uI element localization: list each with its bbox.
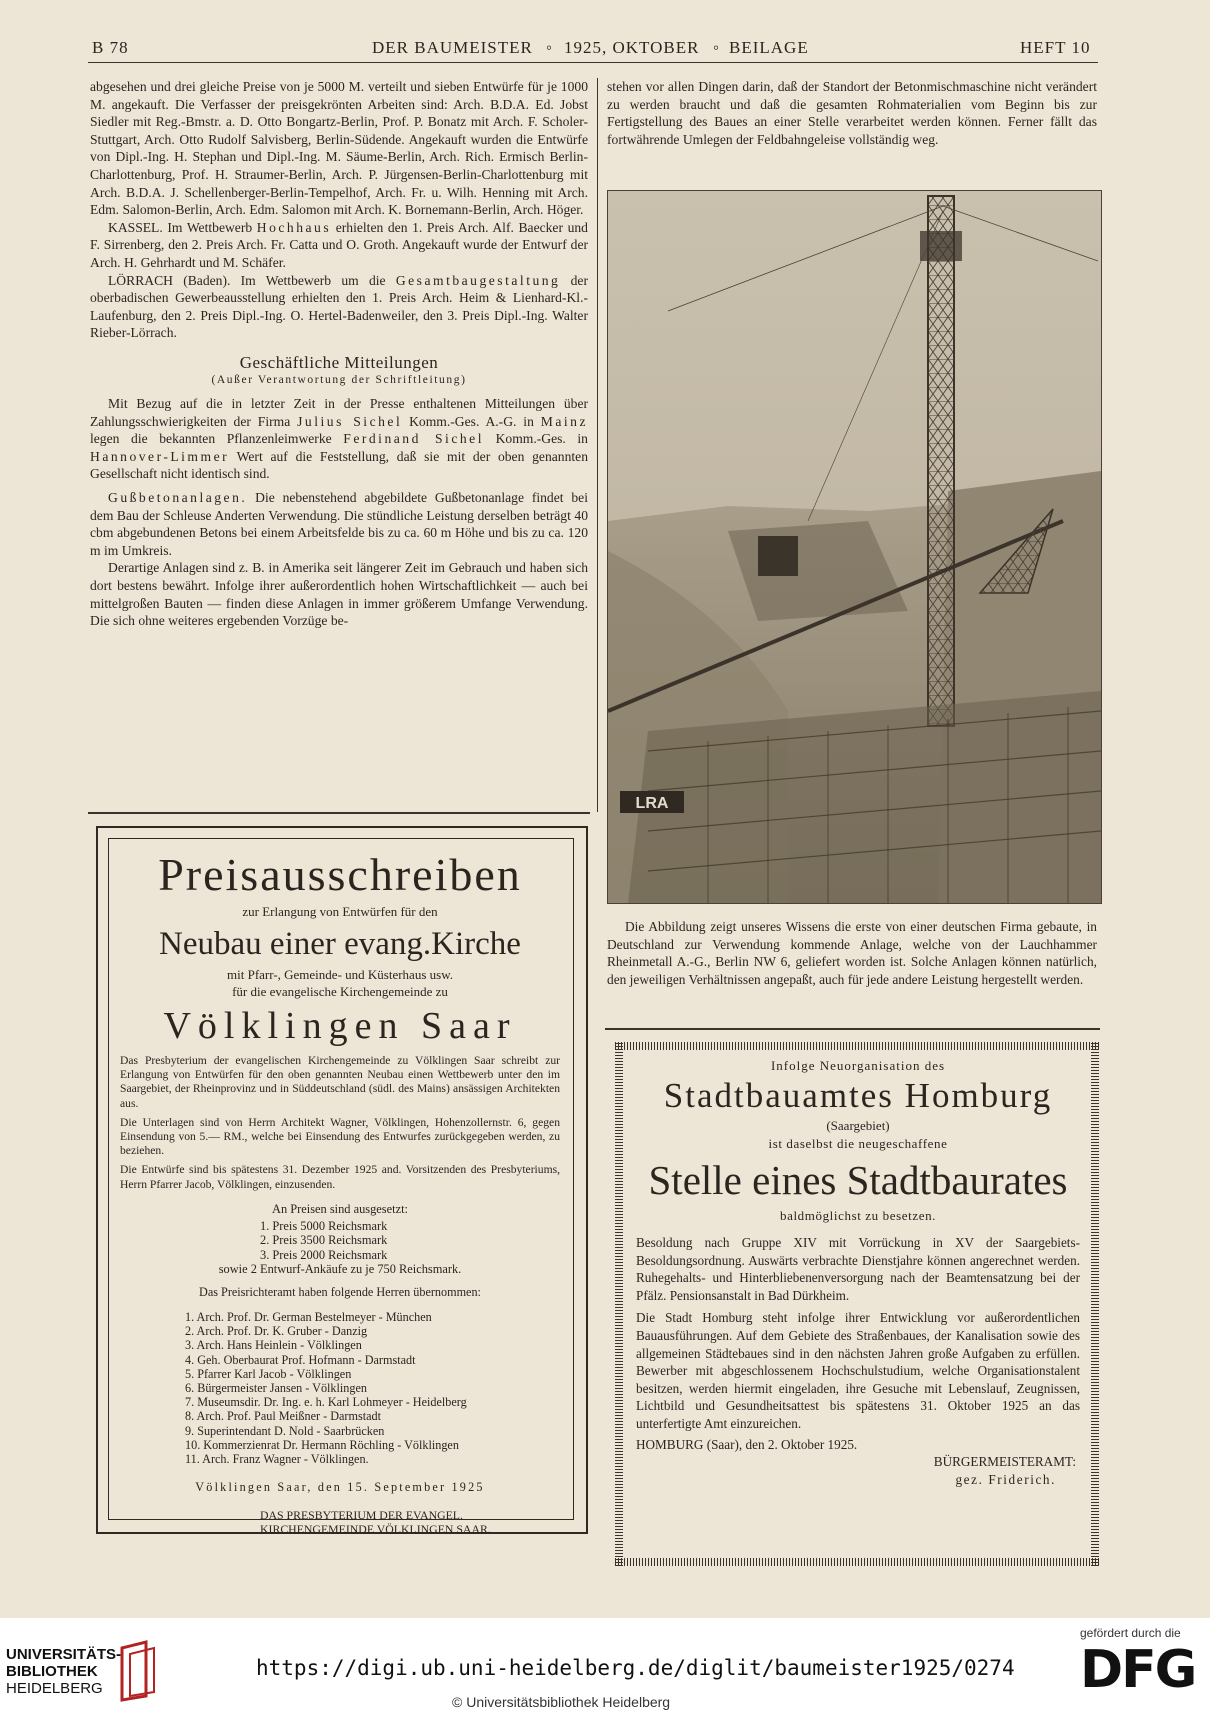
- paragraph: abgesehen und drei gleiche Preise von je 5000 M. verteilt und sieben Entwürfe für je 1000 M. angekauft. Die Verfasser der preisgekrönten Arbeiten sind: Arch. B.D.A. Ed. Jobst Siedler mit Reg.-Bmstr. a. D. Otto Bongartz-Berlin, Prof. P. Bonatz mit Arch. F. Scholer-Stuttgart, Arch. Otto Rudolf Salvisberg, Berlin-Südende. Angekauft wurden die Entwürfe von Dipl.-Ing. H. Stephan und Dipl.-Ing. M. Säume-Berlin, Arch. Rich. Ermisch Berlin-Charlottenburg, Prof. H. Straumer-Berlin, Arch. P. Jürgensen-Berlin-Charlottenburg mit Arch. B.D.A. J. Schellenberger-Berlin-Tempelhof, Arch. Fr. u. Wilh. Henning mit Arch. Edm. Salomon-Berlin, Arch. Edm. Salomon mit Arch. K. Bornemann-Berlin, Arch. Höger.: [90, 79, 588, 218]
- paragraph: Derartige Anlagen sind z. B. in Amerika seit längerer Zeit im Gebrauch und haben sich dort bestens bewährt. Infolge ihrer außerordentlich hohen Wirtschaftlichkeit — auch bei mittelgroßen Bauten — finden diese Anlagen in immer größerem Umfange Verwendung. Die sich ohne weiteres ergebenden Vorzüge be-: [90, 560, 588, 629]
- ad-border-right: [1091, 1042, 1099, 1566]
- left-column: [90, 78, 588, 630]
- ad-subtitle: Neubau einer evang.Kirche: [159, 926, 521, 962]
- issue-number: HEFT 10: [1020, 38, 1091, 57]
- emphasis: Ferdinand Sichel: [343, 431, 484, 447]
- prizes-list: [260, 1219, 570, 1263]
- column-divider: [597, 78, 598, 812]
- jury-member: 9. Superintendant D. Nold - Saarbrücken: [185, 1423, 385, 1438]
- jury-member: 11. Arch. Franz Wagner - Völklingen.: [185, 1452, 369, 1467]
- paragraph: [90, 272, 588, 342]
- library-logo-icon: [112, 1640, 162, 1702]
- paragraph: [90, 395, 588, 483]
- job-ad: [628, 1058, 1088, 1489]
- construction-photo: [607, 190, 1102, 904]
- ad-title: Preisausschreiben: [158, 849, 522, 900]
- signature-line: gez. Friderich.: [955, 1471, 1056, 1487]
- paragraph: stehen vor allen Dingen darin, daß der Standort der Betonmischmaschine nicht verändert zu werden braucht und daß die gesamten Rohmaterialien vom Beginn bis zur Fertigstellung des Baues an einer Stelle verarbeitet werden können. Ferner fällt das fortwährende Umlegen der Feldbahngeleise vollständig weg.: [607, 79, 1097, 147]
- permalink-url[interactable]: https://digi.ub.uni-heidelberg.de/diglit/baumeister1925/0274: [256, 1656, 1015, 1680]
- copyright-notice: © Universitätsbibliothek Heidelberg: [452, 1694, 671, 1710]
- paragraph: [90, 219, 588, 272]
- ad-line: baldmöglichst zu besetzen.: [779, 1208, 937, 1223]
- funding-label: gefördert durch die: [1080, 1626, 1181, 1640]
- text-run: Komm.-Ges. in: [483, 431, 588, 447]
- paragraph: [90, 489, 588, 559]
- lra-logo: LRA: [635, 795, 669, 812]
- ad-paragraph: Die Entwürfe sind bis spätestens 31. Dezember 1925 and. Vorsitzenden des Presbyteriums, Herrn Pfarrer Jacob, Völklingen, einzusenden.: [120, 1163, 560, 1191]
- emphasis: Gußbetonanlagen.: [108, 490, 248, 506]
- photo-caption-block: [607, 918, 1097, 988]
- emphasis: Gesamtbaugestaltung: [395, 272, 561, 288]
- emphasis: Mainz: [540, 413, 588, 429]
- ad-signature: [628, 1453, 1076, 1489]
- text-run: Wert auf die Feststellung, daß sie mit der oben genannten Gesellschaft nicht identisch sind.: [90, 448, 588, 482]
- running-header: [88, 38, 1098, 63]
- signature-line: DAS PRESBYTERIUM DER EVANGEL.: [260, 1508, 463, 1522]
- section-heading: Geschäftliche Mitteilungen: [239, 352, 439, 372]
- sluice-opening: [758, 536, 798, 576]
- ad-border-top: [615, 1042, 1099, 1050]
- ad-body: [120, 1054, 560, 1192]
- city-lead: KASSEL.: [108, 219, 163, 235]
- library-line: UNIVERSITÄTS-: [6, 1646, 122, 1663]
- ad-signature: [260, 1508, 580, 1536]
- ad-dateline: Völklingen Saar, den 15. September 1925: [195, 1480, 485, 1494]
- text-run: erhielten den 1. Preis Arch. Alf. Baecker und F. Sirrenberg, den 2. Preis Arch. Fr. Catta und O. Groth. Angekauft wurde der Entwurf der Arch. H. Gehrhardt und M. Schäfer.: [90, 219, 588, 270]
- prize-item: 3. Preis 2000 Reichsmark: [260, 1247, 388, 1262]
- tower-lattice: [928, 196, 954, 726]
- page-number: B 78: [92, 38, 129, 57]
- ad-title: Stadtbauamtes Homburg: [663, 1076, 1053, 1115]
- emphasis: Julius Sichel: [297, 413, 403, 429]
- jury-member: 5. Pfarrer Karl Jacob - Völklingen: [185, 1366, 352, 1381]
- signature-line: BÜRGERMEISTERAMT:: [933, 1453, 1076, 1469]
- ad-body: [636, 1234, 1080, 1433]
- prize-item: 2. Preis 3500 Reichsmark: [260, 1233, 388, 1248]
- ad-line: Infolge Neuorganisation des: [770, 1058, 946, 1073]
- signature-line: KIRCHENGEMEINDE VÖLKLINGEN SAAR.: [260, 1522, 491, 1536]
- text-run: Die nebenstehend abgebildete Gußbetonanlage findet bei dem Bau der Schleuse Anderten Verwendung. Die stündliche Leistung derselben beträgt 40 cbm abgebundenen Betons bei einem Arbeitsfelde bis zu ca. 60 m Höhe und bis zu ca. 120 m im Umkreis.: [90, 490, 588, 558]
- jury-member: 8. Arch. Prof. Paul Meißner - Darmstadt: [185, 1409, 381, 1424]
- column-end-rule: [88, 812, 590, 814]
- column-end-rule: [605, 1028, 1100, 1030]
- text-run: Im Wettbewerb um die: [230, 272, 396, 288]
- ad-paragraph: Besoldung nach Gruppe XIV mit Vorrückung in XV der Saargebiets-Besoldungsordnung. Auswärts verbrachte Dienstjahre können angerechnet werden. Ruhegehalts- und Hinterbliebenenversorgung nach der Beamtensatzung bei der Pfälz. Pensionsanstalt in Bad Dürkheim.: [636, 1235, 1080, 1303]
- jury-member: 7. Museumsdir. Dr. Ing. e. h. Karl Lohmeyer - Heidelberg: [185, 1395, 467, 1410]
- section-label: BEILAGE: [729, 38, 809, 57]
- library-name: [6, 1646, 121, 1697]
- prizes-tail: sowie 2 Entwurf-Ankäufe zu je 750 Reichsmark.: [218, 1262, 462, 1277]
- library-line: BIBLIOTHEK: [6, 1663, 98, 1680]
- jury-member: 6. Bürgermeister Jansen - Völklingen: [185, 1381, 367, 1396]
- text-run: der oberbadischen Gewerbeausstellung erhielten den 1. Preis Arch. Heim & Lienhard-Kl.-Laufenburg, den 2. Preis Dipl.-Ing. O. Hertel-Badenweiler, den 3. Preis Dipl.-Ing. Walter Rieber-Lörrach.: [90, 272, 588, 341]
- ad-subtitle: Stelle eines Stadtbaurates: [648, 1157, 1068, 1203]
- photo-caption: Die Abbildung zeigt unseres Wissens die erste von einer deutschen Firma gebaute, in Deutschland zur Verwendung kommende Anlage, welche von der Lauchhammer Rheinmetall A.-G., Berlin NW 6, geliefert worden ist. Solche Anlagen können natürlich, den jeweiligen Verhältnissen angepaßt, auch für jede andere Leistung hergestellt werden.: [607, 919, 1097, 987]
- section-subheading: (Außer Verantwortung der Schriftleitung): [211, 373, 467, 386]
- text-run: Im Wettbewerb: [162, 219, 257, 235]
- ad-dateline: HOMBURG (Saar), den 2. Oktober 1925.: [636, 1436, 858, 1452]
- ad-border-left: [615, 1042, 623, 1566]
- text-run: Komm.-Ges. A.-G. in: [402, 413, 541, 429]
- jury-list: [185, 1310, 467, 1466]
- jury-heading: Das Preisrichteramt haben folgende Herren übernommen:: [199, 1285, 481, 1300]
- ad-place: Völklingen Saar: [163, 1005, 517, 1047]
- prize-item: 1. Preis 5000 Reichsmark: [260, 1218, 388, 1233]
- right-column: [607, 78, 1097, 148]
- jury-member: 4. Geh. Oberbaurat Prof. Hofmann - Darmstadt: [185, 1352, 416, 1367]
- library-line: HEIDELBERG: [6, 1680, 103, 1697]
- jury-member: 3. Arch. Hans Heinlein - Völklingen: [185, 1338, 362, 1353]
- emphasis: Hannover-Limmer: [90, 448, 230, 464]
- ad-border-bottom: [615, 1558, 1099, 1566]
- competition-ad: [110, 848, 570, 1300]
- ad-line: mit Pfarr-, Gemeinde- und Küsterhaus usw.: [227, 967, 453, 982]
- jury-member: 2. Arch. Prof. Dr. K. Gruber - Danzig: [185, 1324, 368, 1339]
- library-footer: [0, 1618, 1210, 1722]
- issue-date: 1925, OKTOBER: [564, 38, 700, 57]
- ad-line: für die evangelische Kirchengemeinde zu: [232, 984, 448, 999]
- prizes-heading: An Preisen sind ausgesetzt:: [272, 1201, 408, 1216]
- ad-line: ist daselbst die neugeschaffene: [768, 1136, 948, 1151]
- concrete-plant-image: [608, 191, 1101, 903]
- ad-line: (Saargebiet): [826, 1118, 890, 1133]
- ad-paragraph: Das Presbyterium der evangelischen Kirchengemeinde zu Völklingen Saar schreibt zur Erlangung von Entwürfen für den oben genannten Neubau einen Wettbewerb unter den im Saargebiet, der Rheinprovinz und in Süddeutschland (südl. des Mains) ansässigen Architekten aus.: [120, 1054, 560, 1110]
- ad-line: zur Erlangung von Entwürfen für den: [242, 904, 438, 919]
- ad-paragraph: Die Unterlagen sind von Herrn Architekt Wagner, Völklingen, Hohenzollernstr. 6, gegen Einsendung von 5.— RM., welche bei Einsendung des Entwurfes zurückgegeben werden, zu beziehen.: [120, 1115, 560, 1158]
- text-run: legen die bekannten Pflanzenleimwerke: [90, 431, 344, 447]
- journal-title: DER BAUMEISTER: [372, 38, 533, 57]
- jury-member: 10. Kommerzienrat Dr. Hermann Röchling - Völklingen: [185, 1437, 459, 1452]
- emphasis: Hochhaus: [256, 219, 332, 235]
- header-separator: ◦: [546, 38, 554, 57]
- city-lead: LÖRRACH (Baden).: [108, 272, 231, 288]
- text-run: Mit Bezug auf die in letzter Zeit in der Presse enthaltenen Mitteilungen über Zahlungsschwierigkeiten der Firma: [90, 396, 588, 429]
- jury-member: 1. Arch. Prof. Dr. German Bestelmeyer - München: [185, 1310, 432, 1324]
- ad-paragraph: Die Stadt Homburg steht infolge ihrer Entwicklung vor außerordentlichen Bauausführungen. Auf dem Gebiete des Straßenbaues, der Kanalisation sowie des allgemeinen Städtebaues sind in den nächsten Jahren große Aufgaben zu erfüllen. Bewerber mit abgeschlossenem Hochschulstudium, welche Organisationstalent besitzen, werden hiermit eingeladen, ihre Gesuche mit Lebenslauf, Zeugnissen, Lichtbild und Gesundheitsattest bis spätestens 31. Oktober 1925 an das unterfertigte Amt einzureichen.: [636, 1310, 1080, 1431]
- header-separator: ◦: [713, 38, 721, 57]
- dfg-logo: DFG: [1080, 1640, 1196, 1700]
